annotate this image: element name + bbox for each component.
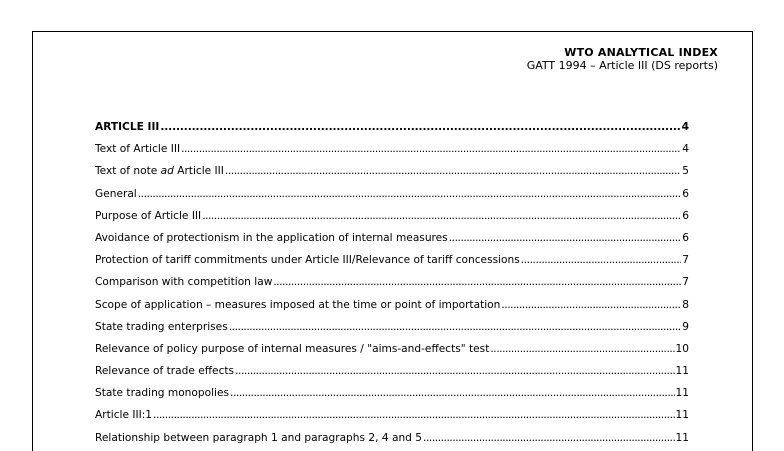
dot-leader [521,254,681,266]
dot-leader [181,143,681,155]
toc-entry-label: Protection of tariff commitments under Article III/Relevance of tariff concessions [95,254,520,267]
toc-entry-label [95,165,224,177]
toc-entry-label: General [95,187,137,200]
toc-entry-page: 11 [675,387,689,400]
toc-entry[interactable] [95,387,689,409]
toc-entry-label: Article III:1 [95,409,153,422]
toc-entry-page: 6 [682,231,689,244]
toc-entry[interactable] [95,232,689,254]
toc-entry[interactable] [95,210,689,232]
dot-leader [153,409,674,421]
dot-leader [273,276,681,288]
toc-entry-page: 11 [675,431,689,444]
dot-leader [229,321,682,333]
dot-leader [138,188,682,200]
toc-entry-page: 7 [682,276,689,289]
dot-leader [230,387,675,399]
dot-leader [501,299,681,311]
toc-entry-label: Scope of application – measures imposed at the time or point of importation [95,298,501,311]
toc-entry-label-post: Article III [173,165,224,178]
toc-entry-label: Relevance of policy purpose of internal measures / "aims-and-effects" test [95,342,490,355]
page-header [527,46,718,72]
toc-entry-label: State trading enterprises [95,320,228,333]
dot-leader [160,121,680,133]
toc-entry-label: State trading monopolies [95,387,230,400]
toc-entry-page: 5 [682,165,689,178]
document-page [32,31,753,451]
toc-entry[interactable] [95,165,689,187]
toc-entry-page: 8 [682,298,689,311]
toc-entry-page: 6 [682,209,689,222]
toc-entry-label: Relationship between paragraph 1 and paragraphs 2, 4 and 5 [95,431,423,444]
toc-entry-page: 7 [682,254,689,267]
toc-entry-page: 6 [682,187,689,200]
toc-entry[interactable] [95,321,689,343]
toc-entry-label: ARTICLE III [95,121,160,133]
toc-entry-label-italic: ad [160,165,174,178]
toc-entry[interactable] [95,143,689,165]
dot-leader [490,343,674,355]
toc-entry-label: Comparison with competition law [95,276,273,289]
toc-entry-page: 11 [675,365,689,378]
toc-entry-page: 4 [682,143,689,156]
dot-leader [235,365,674,377]
toc-entry-label: Purpose of Article III [95,209,202,222]
toc-entry-page: 9 [682,320,689,333]
dot-leader [202,210,681,222]
toc-entry[interactable] [95,365,689,387]
toc-entry-page: 11 [675,409,689,422]
dot-leader [449,232,682,244]
toc-entry[interactable] [95,299,689,321]
table-of-contents [95,121,689,451]
toc-entry[interactable] [95,409,689,431]
header-title: WTO ANALYTICAL INDEX [564,46,718,59]
toc-entry[interactable] [95,121,689,143]
toc-entry[interactable] [95,276,689,298]
toc-entry[interactable] [95,432,689,451]
toc-entry[interactable] [95,343,689,365]
dot-leader [225,165,681,177]
toc-entry-label: Relevance of trade effects [95,365,235,378]
toc-entry[interactable] [95,188,689,210]
dot-leader [423,432,675,444]
toc-entry-page: 4 [681,121,689,133]
toc-entry-label: Text of Article III [95,143,181,156]
header-subtitle: GATT 1994 – Article III (DS reports) [526,59,718,72]
toc-entry-label: Avoidance of protectionism in the application of internal measures [95,231,448,244]
toc-entry[interactable] [95,254,689,276]
toc-entry-label-pre: Text of note [95,165,161,178]
toc-entry-page: 10 [675,342,689,355]
